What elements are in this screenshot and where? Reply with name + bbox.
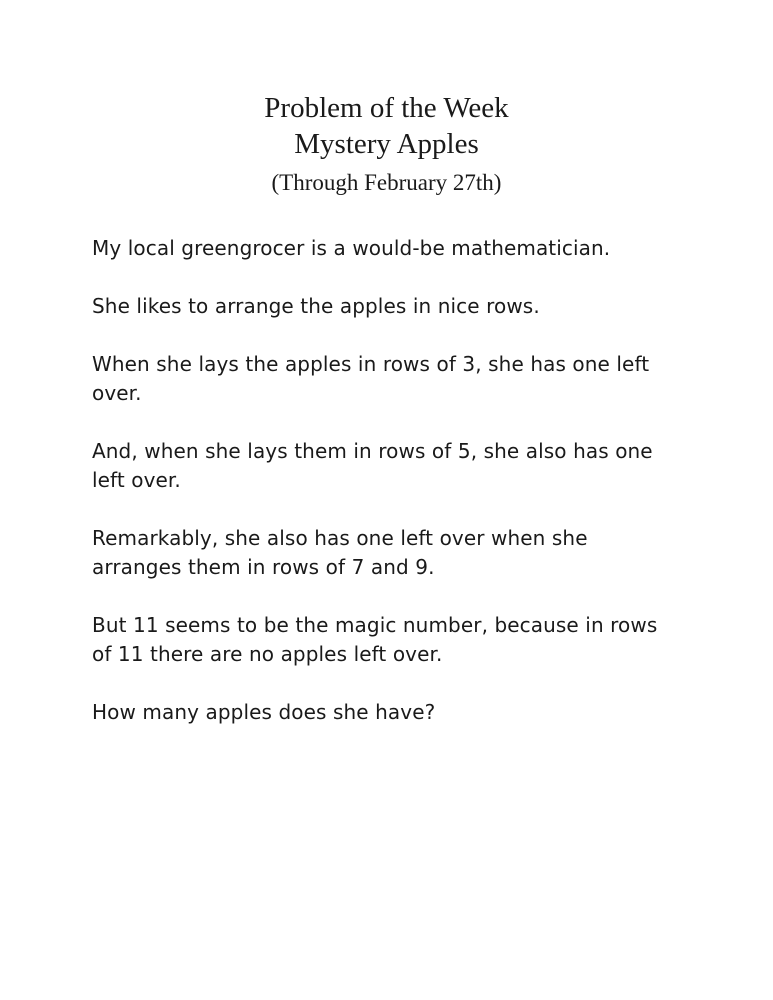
paragraph-rows-of-5: And, when she lays them in rows of 5, she also has one left over. <box>92 439 653 492</box>
paragraph-intro: My local greengrocer is a would-be mathematician. <box>92 236 611 260</box>
problem-subtitle: Mystery Apples <box>294 128 479 160</box>
paragraph-question: How many apples does she have? <box>92 700 436 724</box>
paragraph-rows: She likes to arrange the apples in nice rows. <box>92 294 540 318</box>
paragraph-rows-of-11: But 11 seems to be the magic number, because in rows of 11 there are no apples left over. <box>92 613 658 666</box>
dateline: (Through February 27th) <box>271 170 502 195</box>
paragraph-rows-of-7-9: Remarkably, she also has one left over when she arranges them in rows of 7 and 9. <box>92 526 588 579</box>
problem-body <box>92 234 682 756</box>
paragraph-rows-of-3: When she lays the apples in rows of 3, she has one left over. <box>92 352 650 405</box>
document-header <box>0 90 773 198</box>
page-title: Problem of the Week <box>264 92 509 124</box>
